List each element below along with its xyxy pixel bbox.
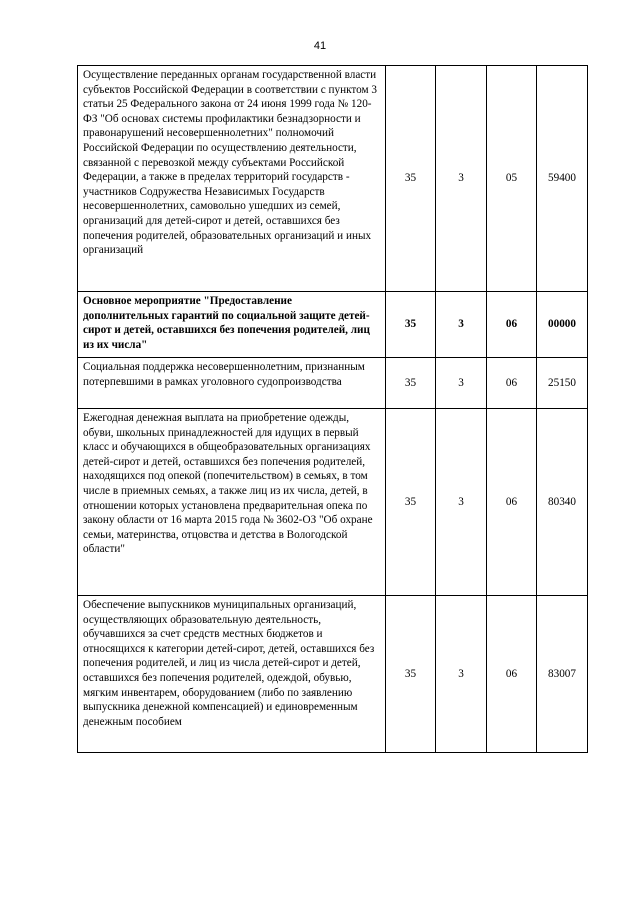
table-row (78, 292, 588, 358)
page-number: 41 (313, 40, 327, 52)
code-cell-4: 83007 (537, 596, 588, 753)
code-cell-3: 06 (487, 358, 537, 409)
code-cell-2: 3 (436, 358, 487, 409)
code-cell-3: 06 (487, 292, 537, 358)
code-cell-1: 35 (386, 292, 436, 358)
table-row (78, 66, 588, 292)
code-cell-2: 3 (436, 292, 487, 358)
code-cell-3: 06 (487, 409, 537, 596)
budget-table (77, 65, 588, 753)
code-cell-2: 3 (436, 596, 487, 753)
row-description: Обеспечение выпускников муниципальных организаций, осуществляющих образовательную деятельность, обучавшихся за счет средств местных бюджетов и относящихся к категории детей-сирот, детей, оставшихся без попечения родителей, и лиц из числа детей-сирот и детей, оставшихся без попечения родителей, одеждой, обувью, мягким инвентарем, оборудованием (либо по заявлению выпускника денежной компенсацией) и единовременным денежным пособием (78, 596, 386, 753)
code-cell-3: 05 (487, 66, 537, 292)
table-row (78, 596, 588, 753)
row-description: Осуществление переданных органам государственной власти субъектов Российской Федерации в соответствии с пунктом 3 статьи 25 Федерального закона от 24 июня 1999 года № 120-ФЗ "Об основах системы профилактики безнадзорности и правонарушений несовершеннолетних" полномочий Российской Федерации по осуществлению деятельности, связанной с перевозкой между субъектами Российской Федерации, а также в пределах территорий государств - участников Содружества Независимых Государств несовершеннолетних, самовольно ушедших из семей, организаций для детей-сирот и детей, оставшихся без попечения родителей, образовательных организаций и иных организаций (78, 66, 386, 292)
code-cell-4: 80340 (537, 409, 588, 596)
row-description: Основное мероприятие "Предоставление дополнительных гарантий по социальной защите детей-сирот и детей, оставшихся без попечения родителей, лиц из их числа" (78, 292, 386, 358)
code-cell-4: 59400 (537, 66, 588, 292)
table-row (78, 358, 588, 409)
code-cell-1: 35 (386, 409, 436, 596)
code-cell-2: 3 (436, 66, 487, 292)
code-cell-4: 00000 (537, 292, 588, 358)
row-description: Социальная поддержка несовершеннолетним, признанным потерпевшими в рамках уголовного судопроизводства (78, 358, 386, 409)
code-cell-3: 06 (487, 596, 537, 753)
code-cell-4: 25150 (537, 358, 588, 409)
table-row (78, 409, 588, 596)
code-cell-1: 35 (386, 66, 436, 292)
code-cell-2: 3 (436, 409, 487, 596)
row-description: Ежегодная денежная выплата на приобретение одежды, обуви, школьных принадлежностей для идущих в первый класс и обучающихся в общеобразовательных организациях детей-сирот и детей, оставшихся без попечения родителей, находящихся под опекой (попечительством) в семьях, в том числе в приемных семьях, а также лиц из их числа, детей, в отношении которых установлена предварительная опека по закону области от 16 марта 2015 года № 3602-ОЗ "Об охране семьи, материнства, отцовства и детства в Вологодской области" (78, 409, 386, 596)
code-cell-1: 35 (386, 596, 436, 753)
code-cell-1: 35 (386, 358, 436, 409)
